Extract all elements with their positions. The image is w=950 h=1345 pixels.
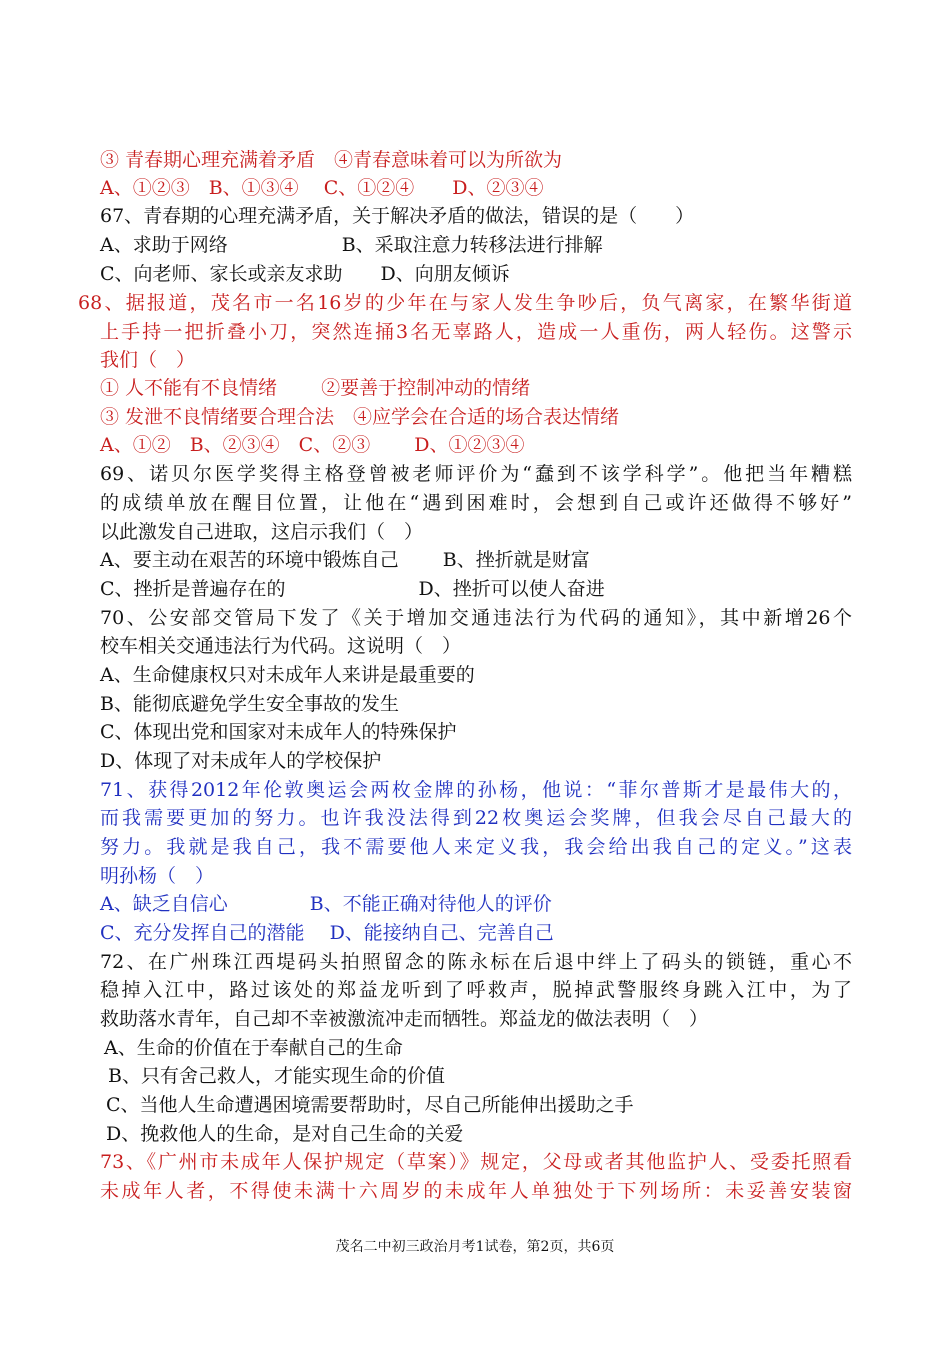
text-line: A、①② B、②③④ C、②③ D、①②③④ xyxy=(100,434,525,456)
text-line: 70、公安部交管局下发了《关于增加交通违法行为代码的通知》，其中新增26个 xyxy=(100,607,852,629)
text-line: 73、《广州市未成年人保护规定（草案）》规定，父母或者其他监护人、受委托照看 xyxy=(100,1151,852,1173)
text-line: A、生命的价值在于奉献自己的生命 xyxy=(104,1037,403,1059)
text-line: 的成绩单放在醒目位置，让他在“遇到困难时，会想到自己或许还做得不够好” xyxy=(100,492,852,514)
text-line: D、体现了对未成年人的学校保护 xyxy=(100,750,382,772)
text-line: 上手持一把折叠小刀，突然连捅3名无辜路人，造成一人重伤，两人轻伤。这警示 xyxy=(100,321,852,343)
text-line: 明孙杨（ ） xyxy=(100,865,215,887)
text-line: 校车相关交通违法行为代码。这说明（ ） xyxy=(100,635,462,657)
text-line: A、①②③ B、①③④ C、①②④ D、②③④ xyxy=(100,177,544,199)
text-line: ③ 发泄不良情绪要合理合法 ④应学会在合适的场合表达情绪 xyxy=(100,406,620,428)
text-line: 67、青春期的心理充满矛盾，关于解决矛盾的做法，错误的是（ ） xyxy=(100,205,695,227)
text-line: 68、据报道，茂名市一名16岁的少年在与家人发生争吵后，负气离家，在繁华街道 xyxy=(78,292,852,314)
text-line: 而我需要更加的努力。也许我没法得到22枚奥运会奖牌，但我会尽自己最大的 xyxy=(100,807,852,829)
text-line: C、向老师、家长或亲友求助 D、向朋友倾诉 xyxy=(100,263,510,285)
text-line: ① 人不能有不良情绪 ②要善于控制冲动的情绪 xyxy=(100,377,531,399)
text-line: C、挫折是普遍存在的 D、挫折可以使人奋进 xyxy=(100,578,605,600)
text-line: A、缺乏自信心 B、不能正确对待他人的评价 xyxy=(100,893,552,915)
text-line: 未成年人者，不得使未满十六周岁的未成年人单独处于下列场所：未妥善安装窗 xyxy=(100,1180,852,1202)
text-line: A、生命健康权只对未成年人来讲是最重要的 xyxy=(100,664,475,686)
text-line: C、体现出党和国家对未成年人的特殊保护 xyxy=(100,721,457,743)
text-line: B、能彻底避免学生安全事故的发生 xyxy=(100,693,399,715)
text-line: A、求助于网络 B、采取注意力转移法进行排解 xyxy=(100,234,603,256)
text-line: 稳掉入江中，路过该处的郑益龙听到了呼救声，脱掉武警服终身跳入江中，为了 xyxy=(100,979,852,1001)
text-line: 71、获得2012年伦敦奥运会两枚金牌的孙杨，他说：“菲尔普斯才是最伟大的， xyxy=(100,779,852,801)
page-footer: 茂名二中初三政治月考1试卷，第2页，共6页 xyxy=(335,1239,615,1255)
text-line: D、挽救他人的生命，是对自己生命的关爱 xyxy=(106,1123,464,1145)
text-line: B、只有舍己救人，才能实现生命的价值 xyxy=(108,1065,445,1087)
text-line: 以此激发自己进取，这启示我们（ ） xyxy=(100,521,424,543)
text-line: 努力。我就是我自己，我不需要他人来定义我，我会给出我自己的定义。”这表 xyxy=(100,836,852,858)
text-line: A、要主动在艰苦的环境中锻炼自己 B、挫折就是财富 xyxy=(100,549,590,571)
text-line: 69、诺贝尔医学奖得主格登曾被老师评价为“蠢到不该学科学”。他把当年糟糕 xyxy=(100,463,852,485)
text-line: 我们（ ） xyxy=(100,349,196,371)
text-line: 救助落水青年，自己却不幸被激流冲走而牺牲。郑益龙的做法表明（ ） xyxy=(100,1008,709,1030)
text-line: C、充分发挥自己的潜能 D、能接纳自己、完善自己 xyxy=(100,922,554,944)
text-line: 72、在广州珠江西堤码头拍照留念的陈永标在后退中绊上了码头的锁链，重心不 xyxy=(100,951,852,973)
text-line: ③ 青春期心理充满着矛盾 ④青春意味着可以为所欲为 xyxy=(100,149,563,171)
text-line: C、当他人生命遭遇困境需要帮助时，尽自己所能伸出援助之手 xyxy=(106,1094,634,1116)
